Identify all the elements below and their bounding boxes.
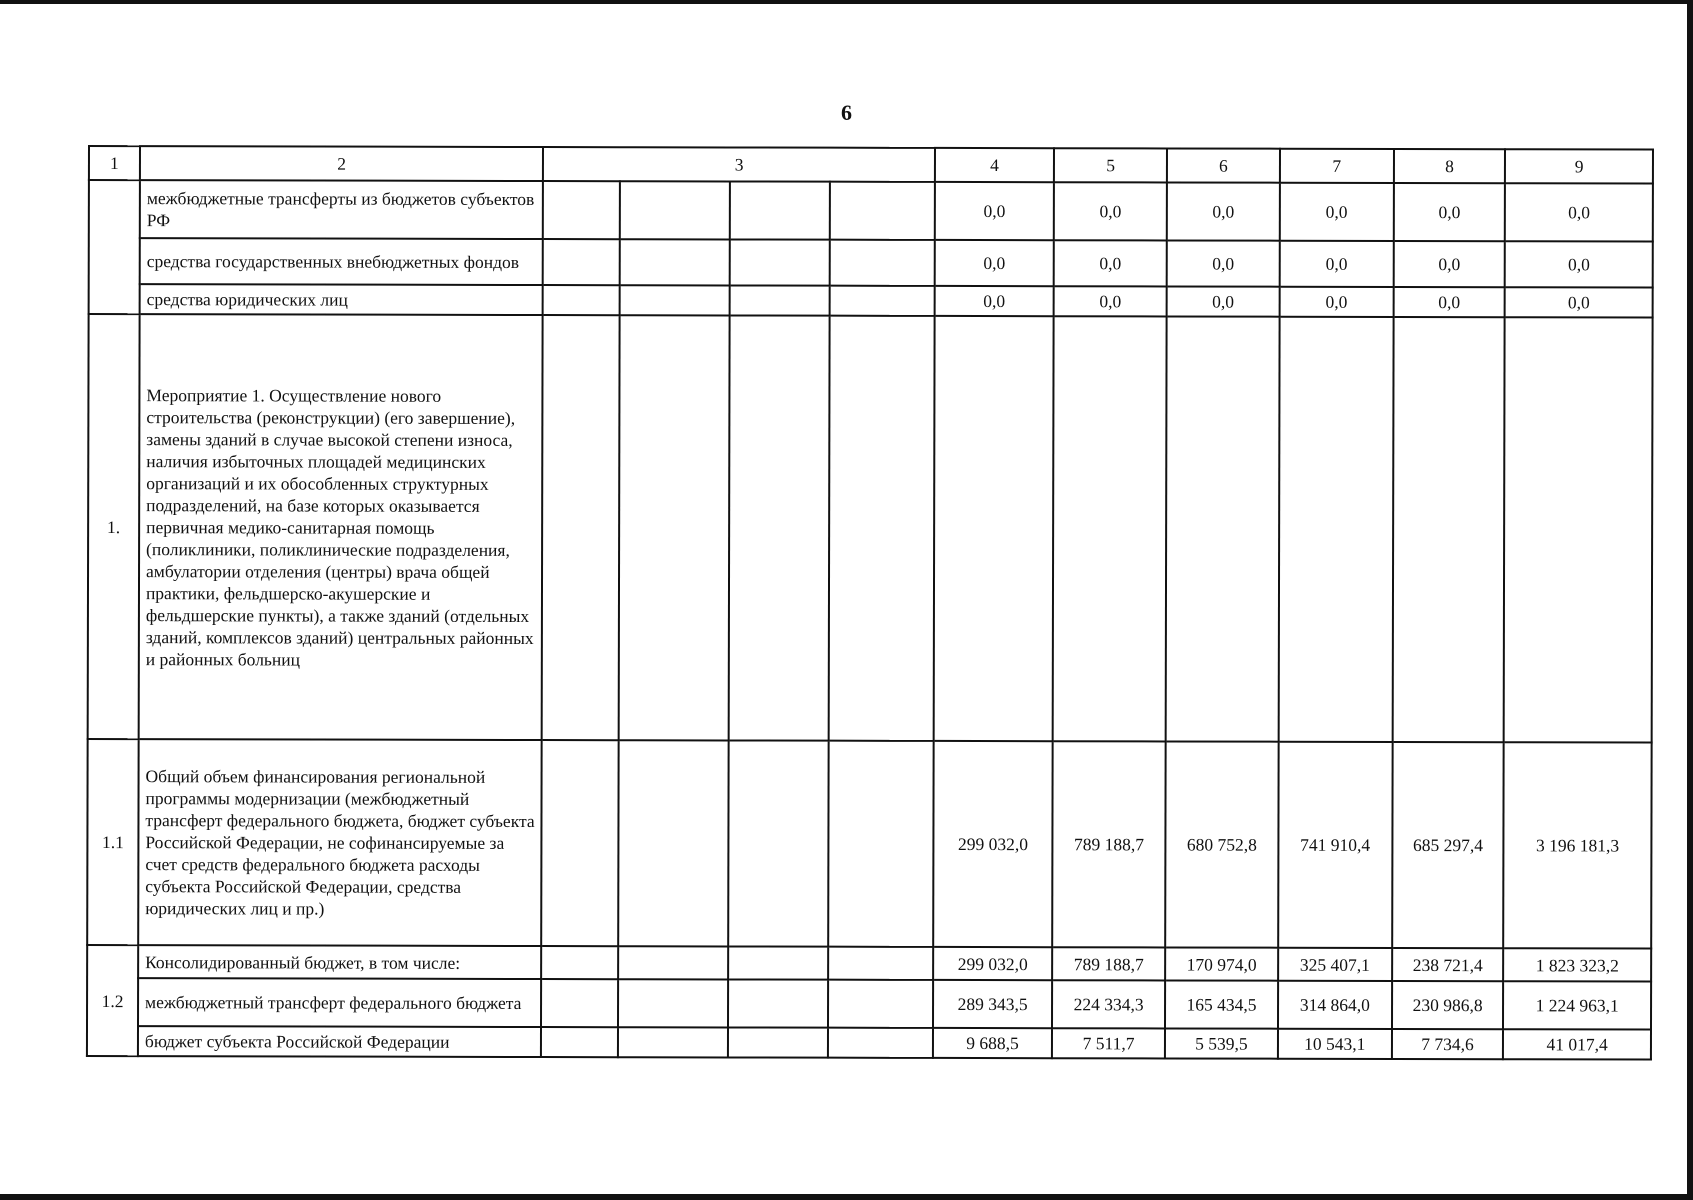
empty-cell [828,980,933,1028]
empty-cell [730,181,830,239]
row-label: межбюджетный трансферт федерального бюджета [138,978,542,1027]
header-col-9: 9 [1505,149,1653,183]
value-cell: 0,0 [1505,183,1653,241]
value-cell: 0,0 [1280,183,1394,241]
empty-cell [829,240,934,286]
value-cell: 0,0 [1054,240,1167,286]
empty-cell [543,285,620,315]
row-label: бюджет субъекта Российской Федерации [138,1026,542,1057]
value-cell: 680 752,8 [1165,741,1278,947]
value-cell: 238 721,4 [1392,948,1504,981]
value-cell: 325 407,1 [1278,948,1392,981]
empty-cell [543,239,620,285]
empty-cell [618,1027,728,1057]
value-cell: 0,0 [935,286,1054,316]
header-col-6: 6 [1167,148,1280,182]
header-col-2: 2 [140,146,544,181]
page-frame-right [1687,0,1693,1200]
header-col-1: 1 [89,146,140,180]
header-col-5: 5 [1054,148,1167,182]
empty-cell [728,979,828,1027]
empty-cell [828,1028,933,1058]
empty-cell [619,315,729,740]
value-cell: 0,0 [1280,241,1394,287]
value-cell: 0,0 [935,182,1054,240]
empty-cell [934,316,1054,741]
value-cell: 0,0 [1054,182,1167,240]
value-cell: 0,0 [1393,241,1505,287]
empty-cell [619,946,729,979]
value-cell: 9 688,5 [933,1028,1052,1058]
empty-cell [620,181,730,239]
value-cell: 0,0 [1394,183,1506,241]
empty-cell [828,741,934,947]
value-cell: 0,0 [1393,287,1505,317]
value-cell: 0,0 [1505,287,1653,317]
table-row [89,180,1653,242]
table-row [87,739,1651,949]
empty-cell [730,285,830,315]
value-cell: 789 188,7 [1052,741,1165,947]
value-cell: 289 343,5 [933,980,1052,1028]
financing-table [86,145,1654,1061]
value-cell: 170 974,0 [1165,947,1278,980]
value-cell: 299 032,0 [933,947,1052,980]
row-number: 1.1 [87,739,138,945]
empty-cell [620,239,730,285]
empty-cell [829,286,934,316]
empty-cell [542,740,619,946]
header-col-4: 4 [935,148,1054,182]
table-row [88,314,1653,743]
empty-cell [729,315,830,740]
value-cell: 5 539,5 [1165,1028,1278,1058]
row-label: Мероприятие 1. Осуществление нового строительства (реконструкции) (его завершение), замены зданий в случае высокой степени износа, наличия избыточных площадей медицинских организаций и их обособленных структурных подразделений, на базе которых оказывается первичная медико-санитарная помощь (поликлиники, поликлинические подразделения, амбулатории отделения (центры) врача общей практики, фельдшерско-акушерские и фельдшерские пункты), а также зданий (отдельных зданий, комплексов зданий) центральных районных и районных больниц [139,314,543,740]
empty-cell [728,946,828,979]
value-cell: 0,0 [1167,182,1280,240]
header-col-3: 3 [543,147,935,182]
empty-cell [618,979,728,1027]
empty-cell [541,979,618,1027]
page-frame-bottom [0,1194,1693,1200]
empty-cell [542,315,620,740]
value-cell: 41 017,4 [1503,1029,1651,1059]
empty-cell [543,181,620,239]
empty-cell [1166,316,1280,741]
value-cell: 7 734,6 [1392,1029,1504,1059]
empty-cell [541,1027,618,1057]
row-label: средства юридических лиц [140,284,544,315]
value-cell: 741 910,4 [1278,742,1392,948]
value-cell: 0,0 [1505,241,1653,287]
header-col-8: 8 [1394,149,1506,183]
row-label: средства государственных внебюджетных фондов [140,238,544,285]
value-cell: 685 297,4 [1392,742,1504,948]
value-cell: 314 864,0 [1278,981,1392,1029]
empty-cell [1053,316,1167,741]
value-cell: 1 823 323,2 [1504,948,1652,981]
value-cell: 0,0 [1167,286,1280,316]
value-cell: 789 188,7 [1052,947,1165,980]
row-label: Общий объем финансирования региональной программы модернизации (межбюджетный трансферт федерального бюджета, бюджет субъекта Российской Федерации, не софинансируемые за счет средств федерального бюджета расходы субъекта Российской Федерации, средства юридических лиц и пр.) [138,739,542,946]
table-row [87,945,1651,982]
empty-cell [828,316,934,741]
empty-cell [542,946,619,979]
empty-cell [828,947,933,980]
row-label: межбюджетные трансферты из бюджетов субъектов РФ [140,180,544,239]
page-frame-top [0,0,1693,4]
row-number: 1.2 [87,945,138,1056]
value-cell: 299 032,0 [933,741,1053,947]
value-cell: 0,0 [1054,286,1167,316]
empty-cell [1392,317,1505,742]
value-cell: 7 511,7 [1052,1028,1165,1058]
table-row [87,978,1651,1030]
value-cell: 10 543,1 [1278,1029,1392,1059]
value-cell: 0,0 [935,240,1054,286]
table-header-row [89,146,1653,184]
value-cell: 224 334,3 [1052,980,1165,1028]
empty-cell [1278,317,1393,742]
table-row [89,238,1653,288]
value-cell: 3 196 181,3 [1504,742,1652,948]
empty-cell [620,285,730,315]
value-cell: 0,0 [1279,287,1393,317]
table-row [89,284,1653,318]
empty-cell [728,740,828,946]
value-cell: 1 224 963,1 [1503,981,1651,1029]
row-number-cell-empty [89,180,140,314]
empty-cell [728,1027,828,1057]
page-number: 6 [841,100,852,125]
table-row [87,1026,1651,1060]
row-number: 1. [88,314,140,739]
empty-cell [1504,317,1653,742]
empty-cell [730,239,830,285]
header-col-7: 7 [1280,149,1394,183]
empty-cell [619,740,729,946]
value-cell: 0,0 [1167,240,1280,286]
value-cell: 230 986,8 [1392,981,1504,1029]
empty-cell [830,182,935,240]
row-label: Консолидированный бюджет, в том числе: [138,945,542,979]
value-cell: 165 434,5 [1165,980,1278,1028]
